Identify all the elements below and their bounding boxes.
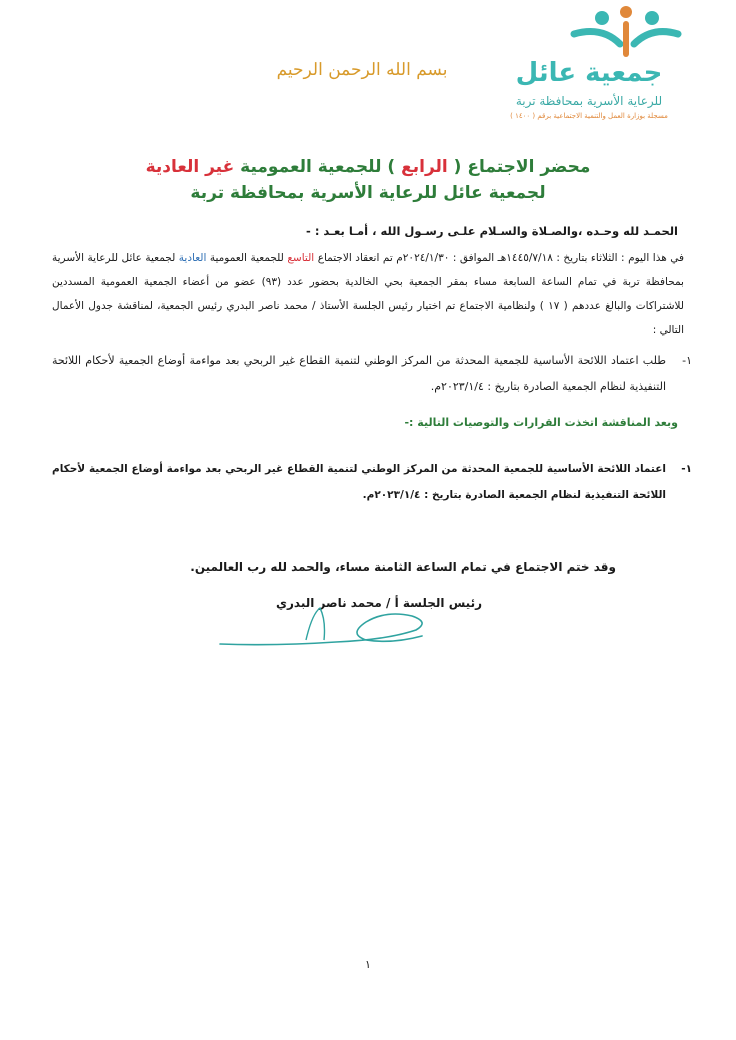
agenda-item-text: طلب اعتماد اللائحة الأساسية للجمعية المحدثة من المركز الوطني لتنمية القطاع غير الربحي بعد مواءمة أوضاع الجمعية لأحكام اللائحة التنفيذية لنظام الجمعية الصادرة بتاريخ : ٢٠٢٣/١/٤م. [52,354,666,393]
family-figures-icon [566,4,686,60]
decision-item [52,456,692,508]
logo-name: جمعية عائل [515,58,663,88]
organization-logo [496,4,706,126]
decision-item-text: اعتماد اللائحة الأساسية للجمعية المحدثة من المركز الوطني لتنمية القطاع غير الربحي بعد مواءمة أوضاع الجمعية لأحكام اللائحة التنفيذية لنظام الجمعية الصادرة بتاريخ : ٢٠٢٣/١/٤م. [52,463,666,501]
handwritten-signature [216,600,430,660]
greeting: الحمـد لله وحـده ،والصـلاة والسـلام علـى رسـول الله ، أمـا بعـد : - [306,224,678,238]
document-title [80,154,656,206]
agenda-item-number: ١- [682,354,692,367]
intro-paragraph [52,246,684,342]
logo-tagline: للرعاية الأسرية بمحافظة تربة [515,94,663,108]
decisions-heading: وبعد المناقشة اتخذت القرارات والتوصيات التالية :- [404,416,678,429]
decision-item-number: ١- [681,463,692,475]
title-meeting-number: الرابع [395,157,454,177]
intro-meeting-ordinal: التاسع [287,252,315,264]
intro-text-a: في هذا اليوم : الثلاثاء بتاريخ : ١٤٤٥/٧/١٨هـ الموافق : ٢٠٢٤/١/٣٠م تم انعقاد الاجتماع [314,252,685,264]
title-meeting-type: غير العادية [145,157,235,177]
title-line-2: لجمعية عائل للرعاية الأسرية بمحافظة تربة [190,183,546,203]
intro-text-c: للجمعية العمومية [206,252,288,264]
agenda-item [52,348,692,400]
intro-text-e: لجمعية عائل للرعاية الأسرية بمحافظة تربة في تمام الساعة السابعة مساء بمقر الجمعية بحي الخالدية بحضور عدد (٩٣) عضو من أعضاء الجمعية العمومية المسددين للاشتراكات والبالغ عددهم ( ١٧ ) ولنظامية الاجتماع تم اختيار رئيس الجلسة الأستاذ / محمد ناصر البدري رئيس الجمعية، لمناقشة جدول الأعمال التالي : [52,252,684,336]
title-part-c: ) للجمعية العمومية [234,157,396,177]
intro-meeting-kind: العادية [178,252,207,264]
session-chair: رئيس الجلسة أ / محمد ناصر البدري [276,596,482,610]
logo-registration: مسجلة بوزارة العمل والتنمية الاجتماعية برقم ( ١٤٠٠ ) [510,112,668,120]
title-part-a: محضر الاجتماع ( [453,157,591,177]
basmala: بسم الله الرحمن الرحيم [276,60,448,80]
page-number: ١ [365,958,371,971]
closing-statement: وقد ختم الاجتماع في تمام الساعة الثامنة مساء، والحمد لله رب العالمين. [190,560,616,574]
title-line-1 [80,154,656,180]
